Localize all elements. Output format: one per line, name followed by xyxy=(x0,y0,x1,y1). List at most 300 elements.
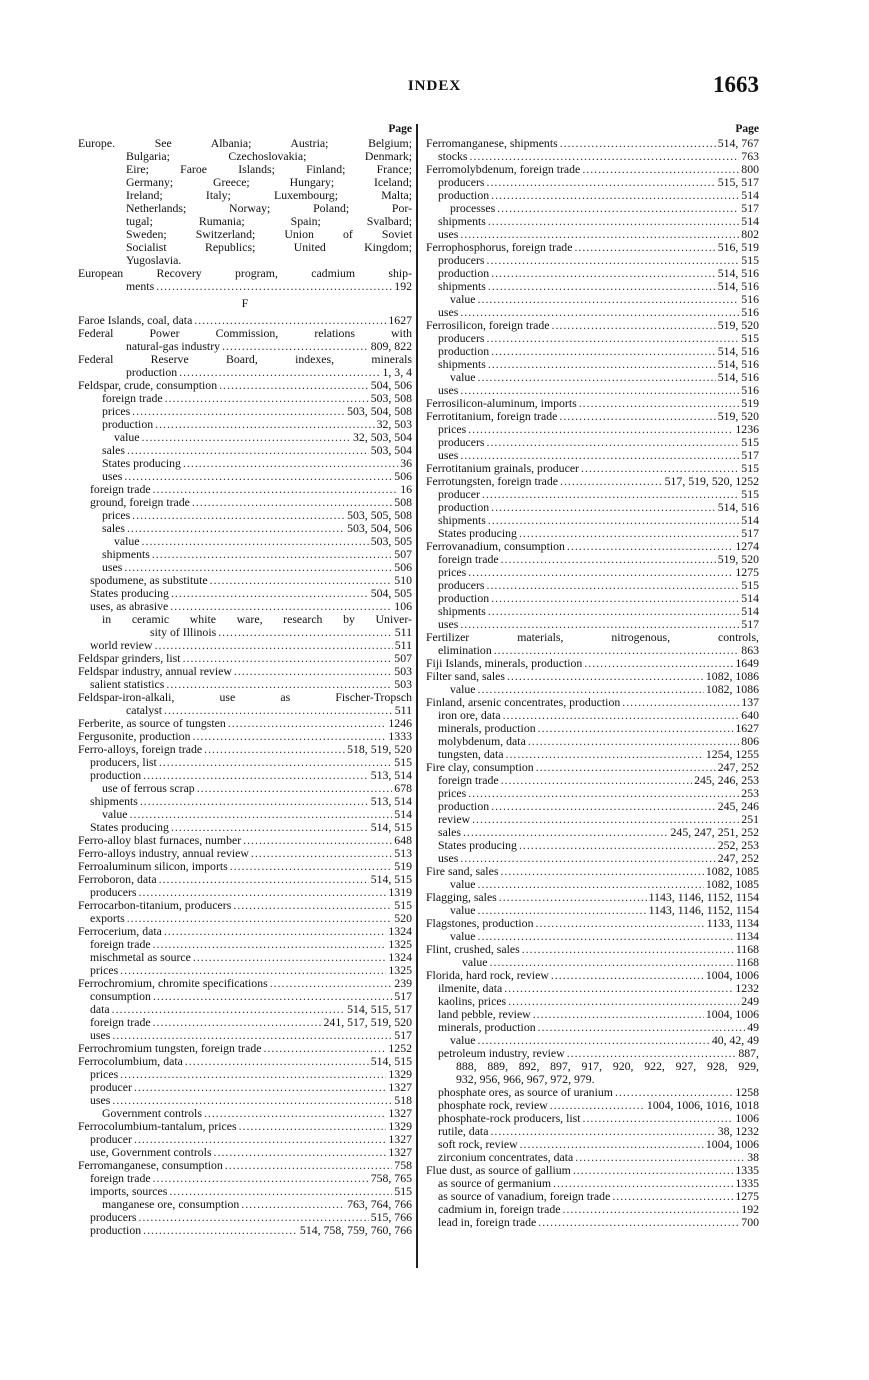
dot-leader xyxy=(500,865,704,878)
entry-term: shipments xyxy=(438,513,486,527)
entry-pages: 1082, 1086 xyxy=(705,682,759,696)
index-entry xyxy=(78,431,412,444)
entry-term: prices xyxy=(102,508,131,522)
entry-term: tungsten, data xyxy=(438,747,504,761)
dot-leader xyxy=(538,1216,739,1229)
dot-leader xyxy=(239,1120,387,1133)
dot-leader xyxy=(533,1008,704,1021)
entry-pages: 513, 514 xyxy=(370,794,412,808)
entry-term: minerals, production xyxy=(438,721,536,735)
entry-pages: 700 xyxy=(741,1215,759,1229)
entry-term: producers, list xyxy=(90,755,157,769)
entry-pages: 38 xyxy=(747,1150,759,1164)
entry-pages: 1325 xyxy=(388,963,412,977)
entry-term: Ferromanganese, consumption xyxy=(78,1158,223,1172)
dot-leader xyxy=(504,982,733,995)
entry-term: as source of vanadium, foreign trade xyxy=(438,1189,611,1203)
dot-leader xyxy=(478,293,740,306)
entry-pages: 1004, 1006 xyxy=(705,1137,759,1151)
entry-pages: 1082, 1085 xyxy=(705,877,759,891)
entry-term: value xyxy=(450,292,476,306)
entry-term: zirconium concentrates, data xyxy=(438,1150,574,1164)
dot-leader xyxy=(491,501,716,514)
index-entry xyxy=(426,917,759,930)
entry-text-line: Yugoslavia. xyxy=(126,253,182,267)
entry-term: Ferro-alloy blast furnaces, number xyxy=(78,833,242,847)
entry-pages: 515 xyxy=(741,578,759,592)
entry-pages: 1324 xyxy=(388,950,412,964)
dot-leader xyxy=(153,1016,322,1029)
dot-leader xyxy=(214,1146,387,1159)
entry-pages: 514, 515, 517 xyxy=(347,1002,412,1016)
entry-pages: 514 xyxy=(741,604,759,618)
entry-term: spodumene, as substitute xyxy=(90,573,208,587)
entry-term: foreign trade xyxy=(438,773,499,787)
entry-term: Finland, arsenic concentrates, production xyxy=(426,695,621,709)
index-entry xyxy=(426,358,759,371)
dot-leader xyxy=(218,626,393,639)
entry-term: Fiji Islands, minerals, production xyxy=(426,656,583,670)
entry-term: foreign trade xyxy=(90,937,151,951)
entry-term: producers xyxy=(438,331,485,345)
dot-leader xyxy=(536,761,716,774)
entry-pages: 763, 764, 766 xyxy=(347,1197,412,1211)
dot-leader xyxy=(468,566,733,579)
entry-term: Ferrochromium tungsten, foreign trade xyxy=(78,1041,262,1055)
dot-leader xyxy=(538,722,734,735)
entry-term: Flue dust, as source of gallium xyxy=(426,1163,571,1177)
index-entry xyxy=(426,774,759,787)
entry-pages: 1327 xyxy=(388,1132,412,1146)
entry-text-line: Ireland; Italy; Luxembourg; Malta; xyxy=(126,188,412,202)
entry-pages: 192 xyxy=(394,279,412,293)
entry-term: value xyxy=(114,430,140,444)
entry-term: phosphate ores, as source of uranium xyxy=(438,1085,613,1099)
entry-pages: 40, 42, 49 xyxy=(711,1033,759,1047)
entry-term: producer xyxy=(90,1080,132,1094)
entry-pages: 514, 516 xyxy=(717,370,759,384)
entry-text-line: 932, 956, 966, 967, 972, 979. xyxy=(456,1072,595,1086)
entry-pages: 519, 520 xyxy=(717,552,759,566)
entry-term: production xyxy=(102,417,154,431)
entry-term: Flint, crushed, sales xyxy=(426,942,520,956)
dot-leader xyxy=(519,839,716,852)
entry-term: value xyxy=(450,682,476,696)
dot-leader xyxy=(579,397,740,410)
index-entry xyxy=(78,1224,412,1237)
entry-term: production xyxy=(438,266,490,280)
entry-term: lead in, foreign trade xyxy=(438,1215,537,1229)
index-entry xyxy=(426,280,759,293)
entry-term: Government controls xyxy=(102,1106,202,1120)
entry-pages: 802 xyxy=(741,227,759,241)
entry-pages: 32, 503 xyxy=(376,417,412,431)
entry-pages: 511 xyxy=(394,703,412,717)
entry-pages: 1232 xyxy=(735,981,759,995)
entry-pages: 515 xyxy=(394,755,412,769)
entry-term: exports xyxy=(90,911,125,925)
dot-leader xyxy=(488,280,716,293)
entry-pages: 1649 xyxy=(735,656,759,670)
entry-pages: 1133, 1134 xyxy=(706,916,759,930)
entry-text-line: Federal Power Commission, relations with xyxy=(78,326,412,340)
index-entry xyxy=(426,215,759,228)
entry-term: review xyxy=(438,812,471,826)
entry-pages: 514, 516 xyxy=(717,500,759,514)
entry-pages: 503, 505 xyxy=(370,534,412,548)
entry-term: value xyxy=(114,534,140,548)
dot-leader xyxy=(482,488,739,501)
dot-leader xyxy=(155,639,393,652)
dot-leader xyxy=(488,215,739,228)
entry-term: mischmetal as source xyxy=(90,950,191,964)
dot-leader xyxy=(490,1125,715,1138)
dot-leader xyxy=(140,795,369,808)
dot-leader xyxy=(132,509,345,522)
entry-text-line: 888, 889, 892, 897, 917, 920, 922, 927, 928, 929, xyxy=(456,1059,759,1073)
dot-leader xyxy=(127,912,393,925)
entry-term: value xyxy=(462,955,488,969)
entry-term: shipments xyxy=(102,547,150,561)
entry-pages: 514, 515 xyxy=(370,872,412,886)
entry-pages: 1004, 1006 xyxy=(705,968,759,982)
entry-text-line: Bulgaria; Czechoslovakia; Denmark; xyxy=(126,149,412,163)
entry-term: uses xyxy=(90,1093,111,1107)
entry-pages: 515, 517 xyxy=(717,175,759,189)
entry-term: Fire clay, consumption xyxy=(426,760,534,774)
dot-leader xyxy=(233,899,392,912)
entry-pages: 758 xyxy=(394,1158,412,1172)
entry-term: uses xyxy=(90,1028,111,1042)
index-entry xyxy=(426,410,759,423)
entry-pages: 514, 516 xyxy=(717,279,759,293)
entry-term: foreign trade xyxy=(102,391,163,405)
entry-term: Ferro-alloys, foreign trade xyxy=(78,742,203,756)
entry-pages: 640 xyxy=(741,708,759,722)
entry-pages: 514, 515 xyxy=(370,1054,412,1068)
entry-term: as source of germanium xyxy=(438,1176,552,1190)
entry-text-line: Netherlands; Norway; Poland; Por- xyxy=(126,201,412,215)
entry-pages: 251 xyxy=(741,812,759,826)
entry-pages: 517 xyxy=(394,1028,412,1042)
index-entry xyxy=(78,1055,412,1068)
entry-pages: 1274 xyxy=(735,539,759,553)
entry-term: Ferrotitanium grainals, producer xyxy=(426,461,579,475)
dot-leader xyxy=(560,475,663,488)
dot-leader xyxy=(152,548,392,561)
entry-term: phosphate-rock producers, list xyxy=(438,1111,581,1125)
entry-term: producers xyxy=(438,175,485,189)
entry-term: petroleum industry, review xyxy=(438,1046,565,1060)
entry-pages: 1082, 1086 xyxy=(705,669,759,683)
entry-pages: 648 xyxy=(394,833,412,847)
entry-term: prices xyxy=(438,565,467,579)
entry-pages: 514 xyxy=(741,214,759,228)
entry-pages: 503, 505, 508 xyxy=(347,508,412,522)
entry-pages: 1329 xyxy=(388,1067,412,1081)
dot-leader xyxy=(134,1081,386,1094)
entry-pages: 247, 252 xyxy=(717,851,759,865)
index-entry xyxy=(426,1021,759,1034)
entry-pages: 515 xyxy=(394,1184,412,1198)
dot-leader xyxy=(491,267,716,280)
entry-pages: 517 xyxy=(741,201,759,215)
dot-leader xyxy=(127,522,345,535)
entry-text-line: Fertilizer materials, nitrogenous, controls, xyxy=(426,630,759,644)
entry-pages: 1327 xyxy=(388,1080,412,1094)
dot-leader xyxy=(185,1055,369,1068)
index-entry xyxy=(426,553,759,566)
dot-leader xyxy=(551,969,704,982)
entry-pages: 1134 xyxy=(735,929,759,943)
entry-pages: 511 xyxy=(394,638,412,652)
index-entry xyxy=(78,795,412,808)
entry-pages: 1324 xyxy=(388,924,412,938)
entry-term: rutile, data xyxy=(438,1124,489,1138)
index-column-right xyxy=(426,122,759,1229)
entry-term: Ferroboron, data xyxy=(78,872,157,886)
entry-pages: 1275 xyxy=(735,565,759,579)
entry-pages: 758, 765 xyxy=(370,1171,412,1185)
page-header-title: INDEX xyxy=(407,78,462,94)
dot-leader xyxy=(491,592,739,605)
entry-term: uses xyxy=(438,851,459,865)
dot-leader xyxy=(506,748,704,761)
entry-pages: 503, 508 xyxy=(370,391,412,405)
entry-term: value xyxy=(450,877,476,891)
index-entry xyxy=(78,899,412,912)
section-letter: F xyxy=(241,296,249,310)
entry-term: Feldspar industry, annual review xyxy=(78,664,232,678)
entry-term: value xyxy=(450,929,476,943)
entry-pages: 507 xyxy=(394,547,412,561)
entry-pages: 517 xyxy=(741,448,759,462)
index-entry xyxy=(78,457,412,470)
entry-term: producers xyxy=(438,435,485,449)
entry-term: shipments xyxy=(90,794,138,808)
dot-leader xyxy=(488,514,739,527)
entry-pages: 1168 xyxy=(735,955,759,969)
entry-term: Flagging, sales xyxy=(426,890,497,904)
entry-pages: 514 xyxy=(741,188,759,202)
entry-term: uses, as abrasive xyxy=(90,599,169,613)
entry-term: molybdenum, data xyxy=(438,734,526,748)
dot-leader xyxy=(142,431,351,444)
entry-pages: 245, 246 xyxy=(717,799,759,813)
dot-leader xyxy=(219,379,369,392)
index-entry xyxy=(78,548,412,561)
entry-term: production xyxy=(126,365,178,379)
entry-text-line: European Recovery program, cadmium ship- xyxy=(78,266,412,280)
entry-term: ments xyxy=(126,279,155,293)
dot-leader xyxy=(552,319,716,332)
entry-pages: 763 xyxy=(741,149,759,163)
entry-pages: 1327 xyxy=(388,1145,412,1159)
entry-pages: 516, 519 xyxy=(717,240,759,254)
entry-pages: 515, 766 xyxy=(370,1210,412,1224)
entry-pages: 503, 504, 508 xyxy=(347,404,412,418)
dot-leader xyxy=(499,891,647,904)
entry-term: Florida, hard rock, review xyxy=(426,968,549,982)
entry-term: cadmium in, foreign trade xyxy=(438,1202,561,1216)
entry-term: shipments xyxy=(438,279,486,293)
entry-term: production xyxy=(438,188,490,202)
entry-term: Flagstones, production xyxy=(426,916,534,930)
dot-leader xyxy=(143,1224,298,1237)
index-entry xyxy=(78,1016,412,1029)
dot-leader xyxy=(507,670,704,683)
dot-leader xyxy=(573,1164,734,1177)
entry-pages: 1082, 1085 xyxy=(705,864,759,878)
index-entry xyxy=(78,1081,412,1094)
dot-leader xyxy=(132,405,345,418)
entry-term: ilmenite, data xyxy=(438,981,503,995)
entry-term: foreign trade xyxy=(90,482,151,496)
entry-term: States producing xyxy=(90,820,169,834)
entry-pages: 519, 520 xyxy=(717,318,759,332)
entry-pages: 1254, 1255 xyxy=(705,747,759,761)
entry-pages: 513 xyxy=(394,846,412,860)
dot-leader xyxy=(230,860,393,873)
dot-leader xyxy=(501,553,716,566)
entry-pages: 517 xyxy=(394,989,412,1003)
dot-leader xyxy=(487,176,716,189)
dot-leader xyxy=(183,457,398,470)
entry-term: uses xyxy=(438,227,459,241)
entry-text-line: Europe. See Albania; Austria; Belgium; xyxy=(78,136,412,150)
entry-term: uses xyxy=(438,448,459,462)
entry-term: States producing xyxy=(90,586,169,600)
entry-pages: 515 xyxy=(741,253,759,267)
entry-term: uses xyxy=(438,305,459,319)
entry-term: production xyxy=(438,500,490,514)
entry-text-line: Feldspar-iron-alkali, use as Fischer-Tropsch xyxy=(78,690,412,704)
entry-term: Ferrochromium, chromite specifications xyxy=(78,976,268,990)
index-entry xyxy=(426,605,759,618)
entry-pages: 510 xyxy=(394,573,412,587)
entry-term: stocks xyxy=(438,149,468,163)
entry-pages: 245, 246, 253 xyxy=(694,773,759,787)
dot-leader xyxy=(142,535,369,548)
entry-term: producers xyxy=(438,253,485,267)
entry-term: production xyxy=(438,591,490,605)
entry-term: uses xyxy=(438,617,459,631)
dot-leader xyxy=(460,852,715,865)
entry-term: Fergusonite, production xyxy=(78,729,191,743)
entry-text-line: Eire; Faroe Islands; Finland; France; xyxy=(126,162,412,176)
dot-leader xyxy=(508,995,739,1008)
entry-pages: 678 xyxy=(394,781,412,795)
entry-pages: 515 xyxy=(394,898,412,912)
entry-pages: 503, 504 xyxy=(370,443,412,457)
entry-term: catalyst xyxy=(126,703,163,717)
entry-term: producers xyxy=(90,1210,137,1224)
entry-term: production xyxy=(90,1223,142,1237)
entry-pages: 516 xyxy=(741,383,759,397)
entry-pages: 106 xyxy=(394,599,412,613)
entry-pages: 247, 252 xyxy=(717,760,759,774)
entry-term: value xyxy=(450,903,476,917)
entry-pages: 514 xyxy=(741,591,759,605)
dot-leader xyxy=(488,605,739,618)
entry-pages: 806 xyxy=(741,734,759,748)
entry-pages: 1325 xyxy=(388,937,412,951)
dot-leader xyxy=(251,847,392,860)
entry-pages: 515 xyxy=(741,487,759,501)
entry-text-line: Socialist Republics; United Kingdom; xyxy=(126,240,412,254)
dot-leader xyxy=(165,392,369,405)
entry-pages: 253 xyxy=(741,786,759,800)
entry-term: Ferrosilicon, foreign trade xyxy=(426,318,550,332)
dot-leader xyxy=(159,873,369,886)
entry-pages: 513, 514 xyxy=(370,768,412,782)
entry-pages: 517 xyxy=(741,526,759,540)
dot-leader xyxy=(575,1151,745,1164)
entry-term: Feldspar grinders, list xyxy=(78,651,181,665)
entry-pages: 517 xyxy=(741,617,759,631)
entry-term: Filter sand, sales xyxy=(426,669,505,683)
entry-term: States producing xyxy=(438,838,517,852)
dot-leader xyxy=(583,1112,734,1125)
index-entry xyxy=(426,436,759,449)
dot-leader xyxy=(522,943,734,956)
entry-term: producer xyxy=(438,487,480,501)
entry-pages: 514, 758, 759, 760, 766 xyxy=(299,1223,412,1237)
entry-pages: 503 xyxy=(394,664,412,678)
entry-term: production xyxy=(438,344,490,358)
entry-pages: 1327 xyxy=(388,1106,412,1120)
entry-term: Ferrovanadium, consumption xyxy=(426,539,565,553)
entry-pages: 520 xyxy=(394,911,412,925)
entry-pages: 1006 xyxy=(735,1111,759,1125)
dot-leader xyxy=(156,280,392,293)
entry-pages: 516 xyxy=(741,305,759,319)
dot-leader xyxy=(468,787,739,800)
dot-leader xyxy=(491,189,739,202)
entry-pages: 1333 xyxy=(388,729,412,743)
entry-pages: 514 xyxy=(741,513,759,527)
entry-pages: 514, 516 xyxy=(717,357,759,371)
entry-pages: 137 xyxy=(741,695,759,709)
entry-pages: 1627 xyxy=(388,313,412,327)
entry-term: manganese ore, consumption xyxy=(102,1197,240,1211)
entry-term: Ferrotitanium, foreign trade xyxy=(426,409,558,423)
dot-leader xyxy=(487,579,740,592)
entry-pages: 516 xyxy=(741,292,759,306)
entry-term: land pebble, review xyxy=(438,1007,531,1021)
dot-leader xyxy=(559,410,715,423)
entry-term: imports, sources xyxy=(90,1184,168,1198)
entry-pages: 1329 xyxy=(388,1119,412,1133)
entry-term: foreign trade xyxy=(90,1015,151,1029)
entry-pages: 508 xyxy=(394,495,412,509)
index-entry xyxy=(426,293,759,306)
entry-pages: 249 xyxy=(741,994,759,1008)
dot-leader xyxy=(501,774,693,787)
entry-pages: 1004, 1006 xyxy=(705,1007,759,1021)
dot-leader xyxy=(497,202,739,215)
entry-pages: 519 xyxy=(741,396,759,410)
entry-pages: 887, xyxy=(738,1046,759,1060)
entry-term: shipments xyxy=(438,357,486,371)
entry-pages: 1258 xyxy=(735,1085,759,1099)
entry-term: sales xyxy=(102,521,125,535)
entry-term: value xyxy=(450,1033,476,1047)
entry-pages: 518 xyxy=(394,1093,412,1107)
entry-pages: 1627 xyxy=(735,721,759,735)
entry-term: iron ore, data xyxy=(438,708,501,722)
entry-term: minerals, production xyxy=(438,1020,536,1034)
